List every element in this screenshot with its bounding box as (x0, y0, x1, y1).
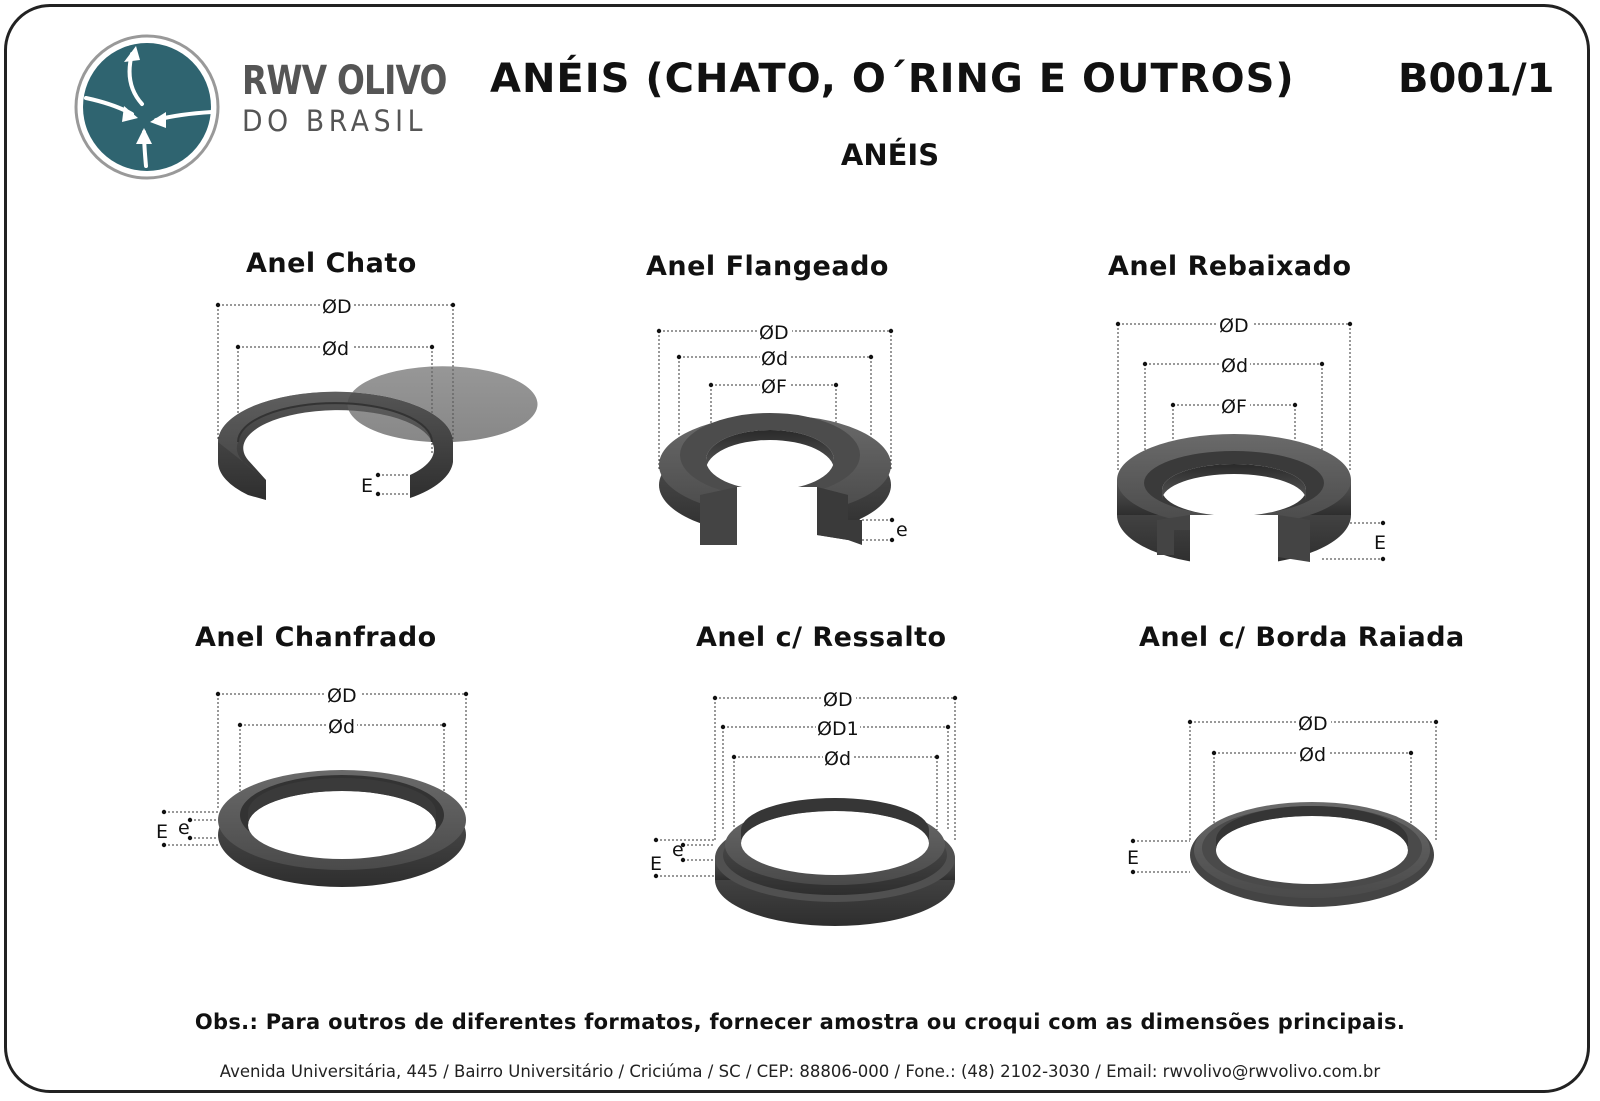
ring-title-flangeado: Anel Flangeado (646, 251, 889, 282)
page-title: ANÉIS (CHATO, O´RING E OUTROS) (490, 56, 1295, 102)
ring-title-rebaixado: Anel Rebaixado (1108, 251, 1352, 282)
dim-label: ØD (759, 322, 789, 344)
dim-label: Ød (1221, 355, 1249, 377)
dim-label: e (672, 839, 684, 861)
ring-borda-raiada-illustration (1190, 802, 1434, 907)
ring-chanfrado-illustration (218, 770, 466, 887)
dim-label: ØD (1298, 713, 1328, 735)
dim-label: ØD (823, 689, 853, 711)
section-subtitle: ANÉIS (840, 138, 940, 172)
dim-label: e (178, 817, 190, 839)
dim-label: Ød (824, 748, 852, 770)
brand-subname: DO BRASIL (242, 104, 428, 138)
document-code: B001/1 (1398, 56, 1555, 102)
ring-title-chato: Anel Chato (246, 248, 417, 279)
dim-label: Ød (328, 716, 356, 738)
dim-label: ØD (327, 685, 357, 707)
ring-flangeado-illustration (659, 413, 891, 549)
footer-address: Avenida Universitária, 445 / Bairro Universitário / Criciúma / SC / CEP: 88806-000 / Fone.: (48) 2102-3030 / Email: rwvolivo@rwvolivo.com.br (219, 1062, 1381, 1081)
ring-chato-illustration (218, 366, 538, 500)
dim-label: e (896, 519, 908, 541)
dim-label: ØD (1219, 315, 1249, 337)
ring-rebaixado-illustration (1117, 434, 1351, 575)
dim-label: Ød (1299, 744, 1327, 766)
dim-label: ØF (1221, 396, 1247, 418)
dim-label: E (650, 853, 663, 875)
dim-label: Ød (322, 338, 350, 360)
dim-label: E (156, 821, 169, 843)
ring-title-ressalto: Anel c/ Ressalto (696, 622, 947, 653)
brand-name: RWV OLIVO (242, 58, 447, 104)
ring-title-chanfrado: Anel Chanfrado (195, 622, 437, 653)
dim-label: Ød (761, 348, 789, 370)
observation-note: Obs.: Para outros de diferentes formatos, fornecer amostra ou croqui com as dimensões principais. (194, 1010, 1406, 1034)
dim-label: E (361, 475, 374, 497)
dim-label: E (1127, 847, 1140, 869)
ring-title-borda-raiada: Anel c/ Borda Raiada (1139, 622, 1465, 653)
ring-ressalto-illustration (715, 798, 955, 926)
dim-label: ØF (761, 376, 787, 398)
dim-label: ØD1 (817, 718, 859, 740)
dim-label: ØD (322, 296, 352, 318)
dim-label: E (1374, 532, 1387, 554)
